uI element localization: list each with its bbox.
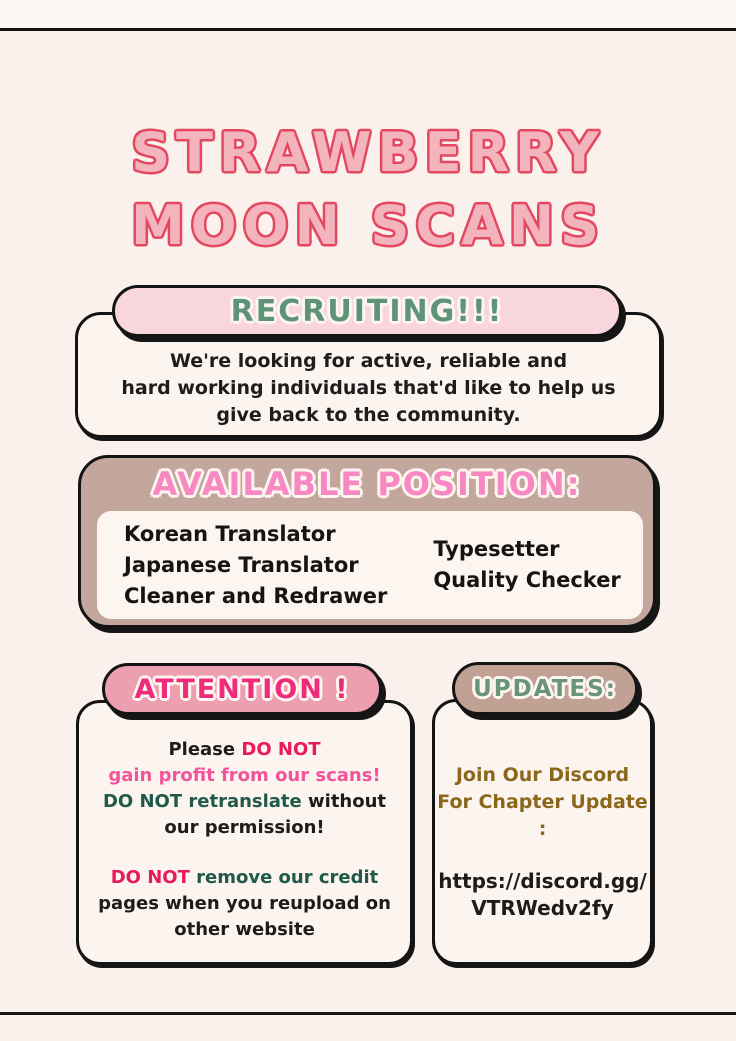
available-position-list-card [97, 511, 643, 619]
position-item: Quality Checker [433, 568, 621, 592]
top-margin-strip [0, 0, 736, 28]
attention-body-text [79, 737, 410, 943]
attention-text-segment: DO NOT [241, 739, 321, 760]
positions-left-column [124, 519, 387, 612]
position-item: Cleaner and Redrawer [124, 583, 388, 608]
recruiting-body-line: We're looking for active, reliable and [169, 350, 568, 372]
available-position-box [78, 455, 656, 628]
updates-intro-text [435, 762, 650, 843]
recruiting-body-line: hard working individuals that'd like to help us [121, 377, 616, 399]
attention-text-segment: DO NOT retranslate [102, 791, 302, 812]
updates-body-text [435, 762, 650, 922]
recruiting-body-text [78, 348, 659, 429]
positions-right-column [433, 534, 620, 596]
updates-header-pill [452, 662, 638, 715]
attention-text-segment: gain profit from our scans! [108, 765, 381, 786]
discord-link [435, 868, 650, 922]
recruiting-header-label: RECRUITING!!! [230, 293, 504, 329]
poster-title [0, 116, 736, 262]
attention-text-segment: other website [174, 919, 315, 940]
attention-paragraph-2 [79, 865, 410, 943]
attention-text-segment: Please [168, 739, 242, 760]
attention-text-segment: our permission! [164, 817, 325, 838]
attention-body-box [76, 700, 413, 965]
poster-title-line2: MOON SCANS [131, 194, 605, 258]
updates-body-box [432, 699, 653, 965]
available-position-header: AVAILABLE POSITION: [152, 465, 582, 503]
top-divider-line [0, 28, 736, 31]
updates-intro-line: For Chapter Update : [437, 791, 648, 840]
position-item: Korean Translator [124, 521, 336, 546]
attention-paragraph-1 [79, 737, 410, 841]
bottom-divider-line [0, 1012, 736, 1015]
position-item: Typesetter [433, 537, 560, 561]
attention-header-label: ATTENTION ! [134, 673, 350, 705]
attention-text-segment: remove our credit [189, 867, 379, 888]
recruiting-body-line: give back to the community. [216, 404, 521, 426]
attention-text-segment: without [301, 791, 387, 812]
updates-header-label: UPDATES: [473, 675, 617, 702]
attention-text-segment: pages when you reupload on [98, 893, 391, 914]
attention-header-pill [102, 663, 382, 715]
updates-intro-line: Join Our Discord [455, 764, 630, 786]
poster-title-line1: STRAWBERRY [131, 121, 605, 185]
recruiting-header-pill [112, 285, 622, 337]
discord-link-line: https://discord.gg/ [438, 869, 647, 893]
discord-link-line: VTRWedv2fy [471, 896, 614, 920]
position-item: Japanese Translator [124, 552, 359, 577]
attention-text-segment: DO NOT [110, 867, 190, 888]
